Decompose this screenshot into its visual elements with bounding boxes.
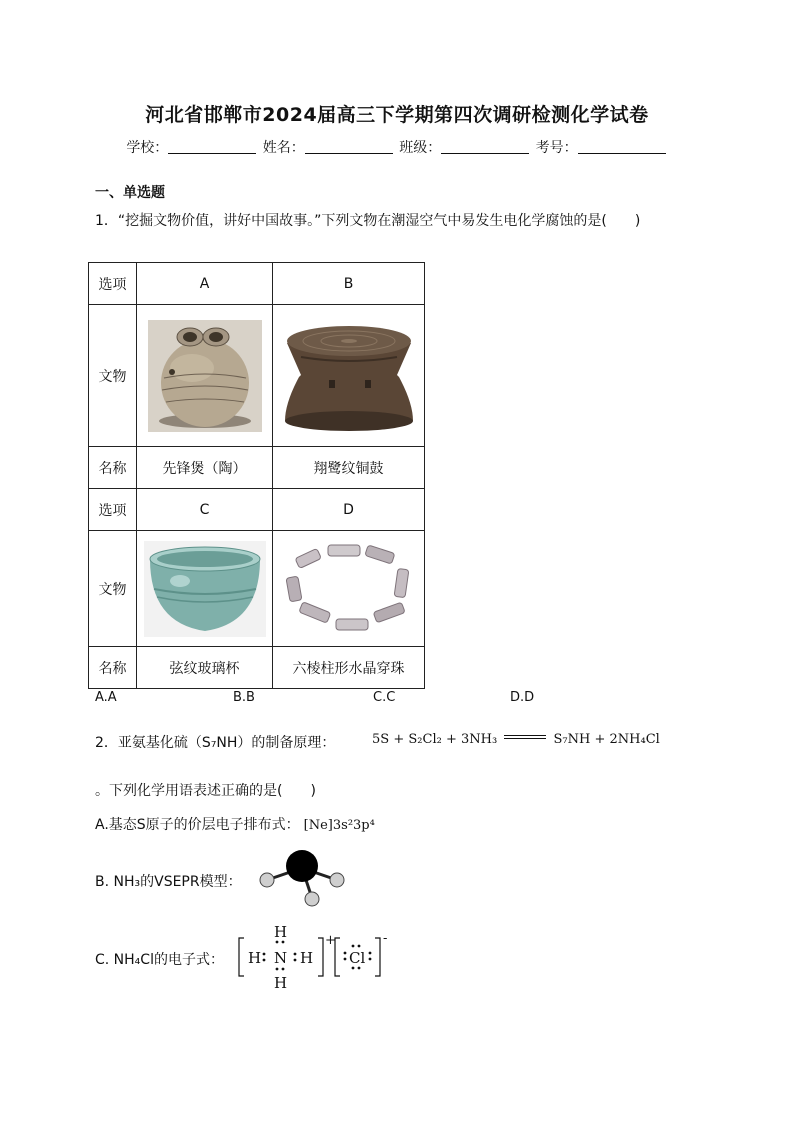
choice-c[interactable]: C.C — [373, 690, 396, 705]
svg-text:N: N — [274, 949, 288, 967]
reactant: 3NH₃ — [461, 732, 498, 747]
option-b[interactable] — [95, 871, 242, 891]
bronze-drum-image — [281, 317, 417, 435]
plus-sign: + — [393, 732, 405, 747]
exam-number-blank[interactable] — [578, 140, 666, 154]
glass-cup-cell — [137, 531, 273, 647]
svg-text:H: H — [274, 923, 288, 941]
pottery-pot-cell — [137, 305, 273, 447]
option-b-text: B. NH₃的VSEPR模型： — [95, 874, 242, 890]
question-2-stem — [95, 732, 335, 752]
class-label: 班级： — [399, 140, 442, 156]
question-2-prefix: 2．亚氨基化硫（ — [95, 735, 202, 751]
reaction-equation — [372, 732, 660, 747]
reactant: S₂Cl₂ — [408, 732, 442, 747]
svg-text:-: - — [383, 931, 388, 946]
school-label: 学校： — [126, 140, 169, 156]
choice-a[interactable]: A.A — [95, 690, 117, 705]
option-a[interactable] — [95, 814, 375, 834]
svg-text:H: H — [248, 949, 262, 967]
school-blank[interactable] — [168, 140, 256, 154]
option-d-cell: D — [273, 489, 425, 531]
option-label-cell: 选项 — [89, 263, 137, 305]
option-a-cell: A — [137, 263, 273, 305]
choice-d[interactable]: D.D — [510, 690, 535, 705]
drum-name-cell: 翔鹭纹铜鼓 — [273, 447, 425, 489]
crystal-beads-name-cell: 六棱柱形水晶穿珠 — [273, 647, 425, 689]
crystal-beads-image — [282, 541, 416, 637]
option-c-text: C. NH₄Cl的电子式： — [95, 952, 224, 968]
relic-label-cell: 文物 — [89, 305, 137, 447]
product: S₇NH — [553, 732, 591, 747]
plus-sign: + — [594, 732, 606, 747]
relics-table — [88, 262, 425, 689]
name-label-cell: 名称 — [89, 647, 137, 689]
exam-number-label: 考号： — [535, 140, 578, 156]
option-c[interactable] — [95, 949, 224, 969]
class-blank[interactable] — [441, 140, 529, 154]
question-2-compound: S₇NH — [201, 735, 238, 751]
svg-text:+: + — [325, 933, 336, 948]
pottery-pot-image — [148, 320, 262, 432]
electron-configuration: [Ne]3s²3p⁴ — [303, 818, 375, 833]
pottery-name-cell: 先锋煲（陶） — [137, 447, 273, 489]
relic-label-cell: 文物 — [89, 531, 137, 647]
plus-sign: + — [445, 732, 457, 747]
option-a-text: A.基态S原子的价层电子排布式： — [95, 817, 300, 833]
exam-title: 河北省邯郸市2024届高三下学期第四次调研检测化学试卷 — [145, 104, 649, 126]
product: 2NH₄Cl — [609, 732, 660, 747]
option-label-cell: 选项 — [89, 489, 137, 531]
equals-sign — [504, 735, 546, 739]
student-info-line — [0, 137, 794, 157]
svg-text:H: H — [274, 974, 288, 990]
reactant: 5S — [372, 732, 390, 747]
option-b-cell: B — [273, 263, 425, 305]
section-title: 一、单选题 — [95, 185, 165, 201]
svg-text:H: H — [300, 949, 314, 967]
name-blank[interactable] — [305, 140, 393, 154]
question-1-stem: 1．“挖掘文物价值，讲好中国故事。”下列文物在潮湿空气中易发生电化学腐蚀的是( ) — [95, 213, 641, 229]
glass-cup-name-cell: 弦纹玻璃杯 — [137, 647, 273, 689]
question-2-tail: 。下列化学用语表述正确的是( ) — [95, 783, 316, 799]
lewis-structure-image — [236, 922, 396, 990]
glass-cup-image — [144, 541, 266, 637]
name-label: 姓名： — [262, 140, 305, 156]
question-2-suffix: ）的制备原理： — [237, 735, 336, 751]
choice-b[interactable]: B.B — [233, 690, 255, 705]
svg-text:Cl: Cl — [349, 949, 366, 967]
bronze-drum-cell — [273, 305, 425, 447]
name-label-cell: 名称 — [89, 447, 137, 489]
crystal-beads-cell — [273, 531, 425, 647]
vsepr-model-image — [255, 848, 355, 910]
option-c-cell: C — [137, 489, 273, 531]
